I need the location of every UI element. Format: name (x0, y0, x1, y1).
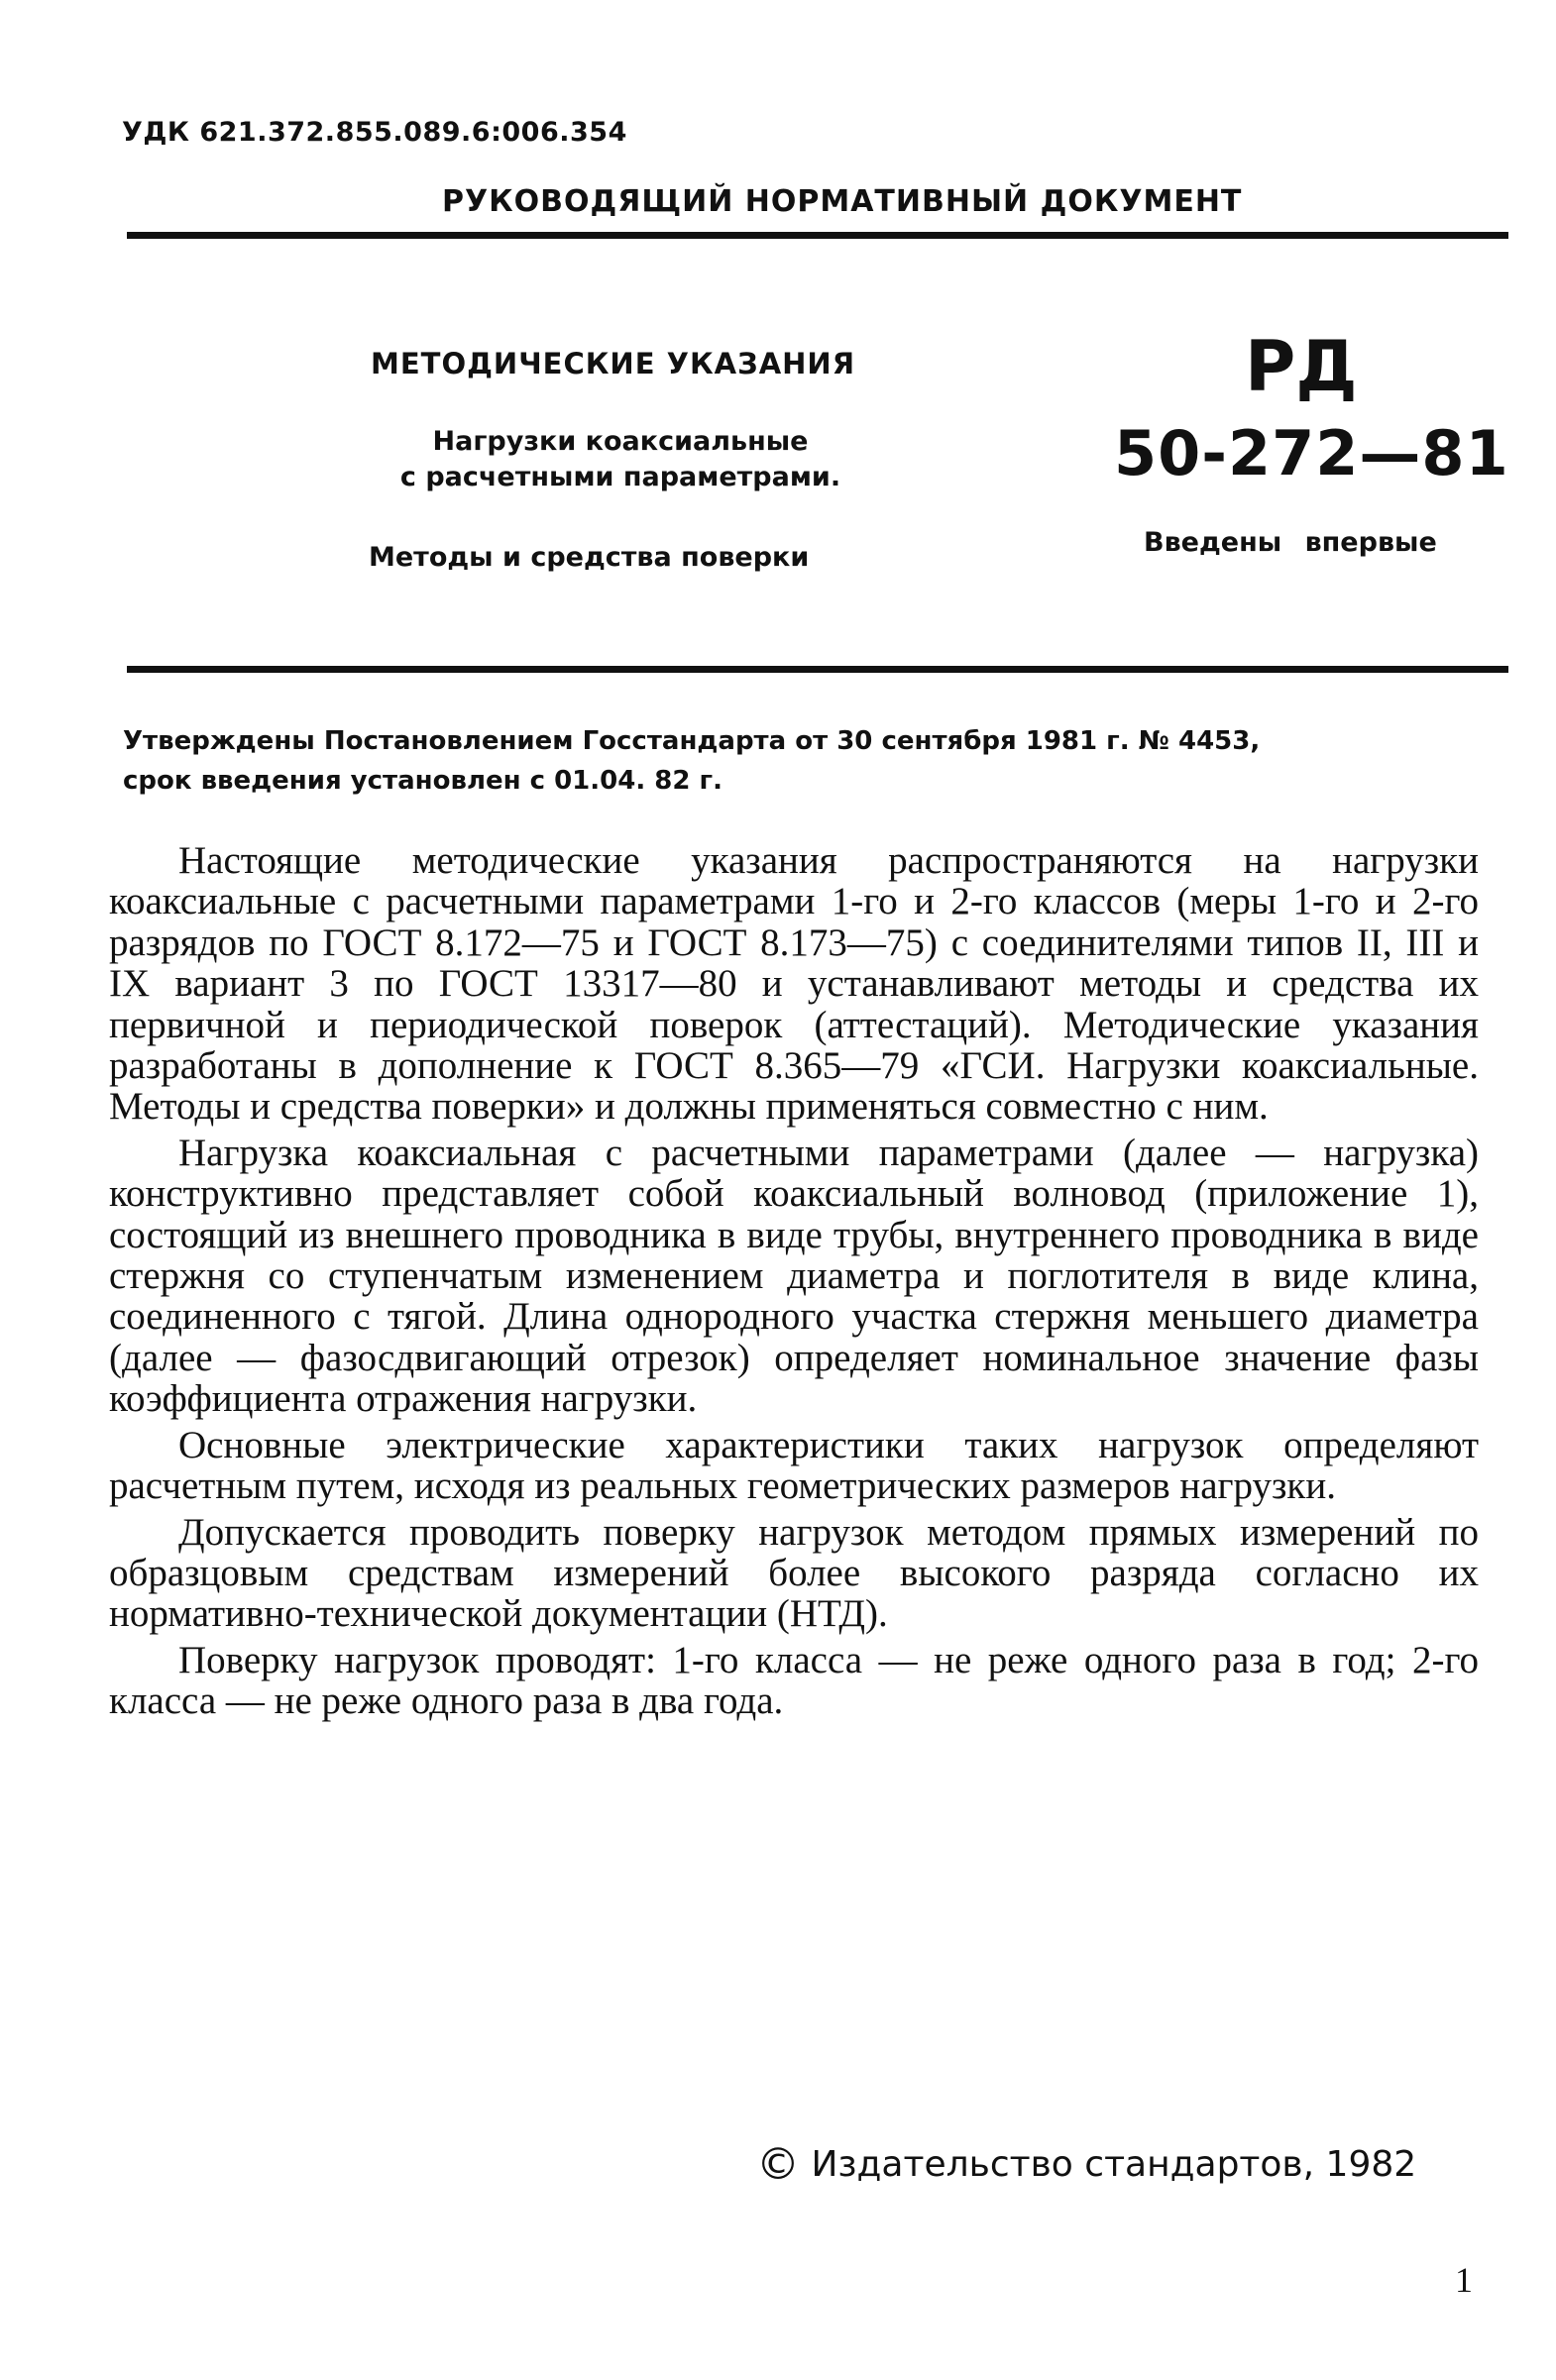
subject-line-2: с расчетными параметрами. (399, 462, 841, 492)
publisher-text: Издательство стандартов, 1982 (811, 2144, 1417, 2185)
paragraph-construction: Нагрузка коаксиальная с расчетными параметрами (далее — нагрузка) конструктивно представляет собой коаксиальный волновод (приложение 1), состоящий из внешнего проводника в виде трубы, внутреннего проводника в виде стержня со ступенчатым изменением диаметра и поглотителя в виде клина, соединенного с тягой. Длина однородного участка стержня меньшего диаметра (далее — фазосдвигающий отрезок) определяет номинальное значение фазы коэффициента отражения нагрузки. (109, 1131, 1479, 1421)
approval-line-1: Утверждены Постановлением Госстандарта от 30 сентября 1981 г. № 4453, (123, 726, 1261, 756)
paragraph-characteristics: Основные электрические характеристики таких нагрузок определяют расчетным путем, исходя из реальных геометрических размеров нагрузки. (109, 1423, 1479, 1508)
paragraph-direct-measurement: Допускается проводить поверку нагрузок методом прямых измерений по образцовым средствам измерений более высокого разряда согласно их нормативно-технической документации (НТД). (109, 1510, 1479, 1636)
document-subject (383, 424, 858, 495)
page-number: 1 (1455, 2260, 1473, 2300)
document-category: МЕТОДИЧЕСКИЕ УКАЗАНИЯ (371, 347, 856, 380)
approval-statement (123, 721, 1500, 801)
paragraph-verification-interval: Поверку нагрузок проводят: 1-го класса — не реже одного раза в год; 2-го класса — не реже одного раза в два года. (109, 1638, 1479, 1723)
approval-line-2: срок введения установлен с 01.04. 82 г. (123, 766, 722, 796)
introduced-note: Введены впервые (1144, 527, 1437, 558)
title-divider (127, 666, 1508, 673)
copyright-notice (756, 2139, 1416, 2190)
udk-code: УДК 621.372.855.089.6:006.354 (122, 117, 627, 148)
paragraph-scope: Настоящие методические указания распространяются на нагрузки коаксиальные с расчетными параметрами 1-го и 2-го классов (меры 1-го и 2-го разрядов по ГОСТ 8.172—75 и ГОСТ 8.173—75) с соединителями типов II, III и IX вариант 3 по ГОСТ 13317—80 и устанавливают методы и средства их первичной и периодической поверок (аттестаций). Методические указания разработаны в дополнение к ГОСТ 8.365—79 «ГСИ. Нагрузки коаксиальные. Методы и средства поверки» и должны применяться совместно с ним. (109, 839, 1479, 1129)
top-divider (127, 232, 1508, 239)
designation-number: 50-272—81 (1114, 417, 1509, 489)
copyright-icon: © (756, 2139, 800, 2190)
designation-prefix: РД (1245, 326, 1358, 407)
document-type-heading: РУКОВОДЯЩИЙ НОРМАТИВНЫЙ ДОКУМЕНТ (442, 184, 1243, 219)
subject-line-1: Нагрузки коаксиальные (432, 426, 809, 457)
subject-line-3: Методы и средства поверки (369, 542, 810, 573)
body-text (109, 840, 1479, 1727)
